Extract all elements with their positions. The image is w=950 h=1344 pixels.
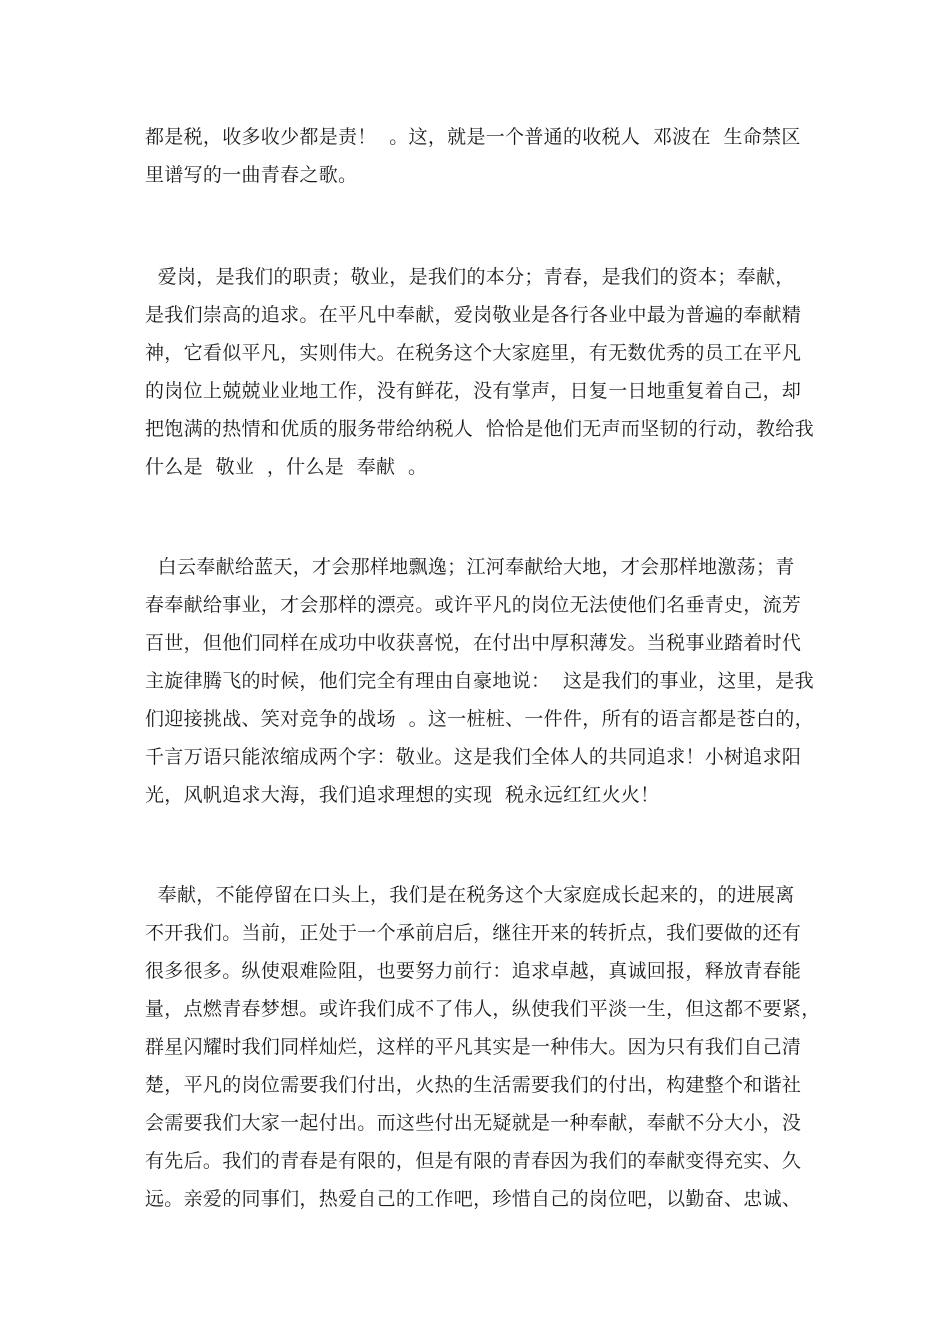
text-line: 很多很多。纵使艰难险阻，也要努力前行：追求卓越，真诚回报，释放青春能 (145, 960, 802, 982)
text-line: 千言万语只能浓缩成两个字：敬业。这是我们全体人的共同追求！小树追求阳 (145, 746, 802, 768)
text-line: 把饱满的热情和优质的服务带给纳税人 恰恰是他们无声而坚韧的行动，教给我 (145, 418, 814, 440)
paragraph-3 (145, 548, 814, 814)
paragraph-1 (145, 118, 810, 194)
text-line: 主旋律腾飞的时候，他们完全有理由自豪地说： 这是我们的事业，这里，是我 (145, 670, 814, 692)
text-line: 们迎接挑战、笑对竞争的战场 。这一桩桩、一件件，所有的语言都是苍白的， (145, 708, 814, 730)
text-line: 楚，平凡的岗位需要我们付出，火热的生活需要我们的付出，构建整个和谐社 (145, 1074, 802, 1096)
paragraph-4 (145, 876, 821, 1218)
text-line: 远。亲爱的同事们，热爱自己的工作吧，珍惜自己的岗位吧，以勤奋、忠诚、 (145, 1188, 802, 1210)
text-line: 爱岗，是我们的职责；敬业，是我们的本分；青春，是我们的资本；奉献， (145, 266, 795, 288)
paragraph-2 (145, 258, 814, 486)
text-line: 春奉献给事业，才会那样的漂亮。或许平凡的岗位无法使他们名垂青史，流芳 (145, 594, 802, 616)
text-line: 奉献，不能停留在口头上，我们是在税务这个大家庭成长起来的，的进展离 (145, 884, 795, 906)
text-line: 会需要我们大家一起付出。而这些付出无疑就是一种奉献，奉献不分大小，没 (145, 1112, 802, 1134)
text-line: 的岗位上兢兢业业地工作，没有鲜花，没有掌声，日复一日地重复着自己，却 (145, 380, 802, 402)
text-line: 什么是 敬业 ，什么是 奉献 。 (145, 456, 428, 478)
text-line: 神，它看似平凡，实则伟大。在税务这个大家庭里，有无数优秀的员工在平凡 (145, 342, 802, 364)
text-line: 群星闪耀时我们同样灿烂，这样的平凡其实是一种伟大。因为只有我们自己清 (145, 1036, 802, 1058)
text-line: 有先后。我们的青春是有限的，但是有限的青春因为我们的奉献变得充实、久 (145, 1150, 802, 1172)
text-line: 百世，但他们同样在成功中收获喜悦，在付出中厚积薄发。当税事业踏着时代 (145, 632, 802, 654)
text-line: 都是税，收多收少都是责！ 。这，就是一个普通的收税人 邓波在 生命禁区 (145, 126, 801, 148)
text-line: 里谱写的一曲青春之歌。 (145, 164, 358, 186)
text-line: 白云奉献给蓝天，才会那样地飘逸；江河奉献给大地，才会那样地激荡；青 (145, 556, 795, 578)
text-line: 量，点燃青春梦想。或许我们成不了伟人，纵使我们平淡一生，但这都不要紧， (145, 998, 821, 1020)
text-line: 不开我们。当前，正处于一个承前启后，继往开来的转折点，我们要做的还有 (145, 922, 802, 944)
text-line: 是我们崇高的追求。在平凡中奉献，爱岗敬业是各行各业中最为普遍的奉献精 (145, 304, 802, 326)
text-line: 光，风帆追求大海，我们追求理想的实现 税永远红红火火！ (145, 784, 660, 806)
